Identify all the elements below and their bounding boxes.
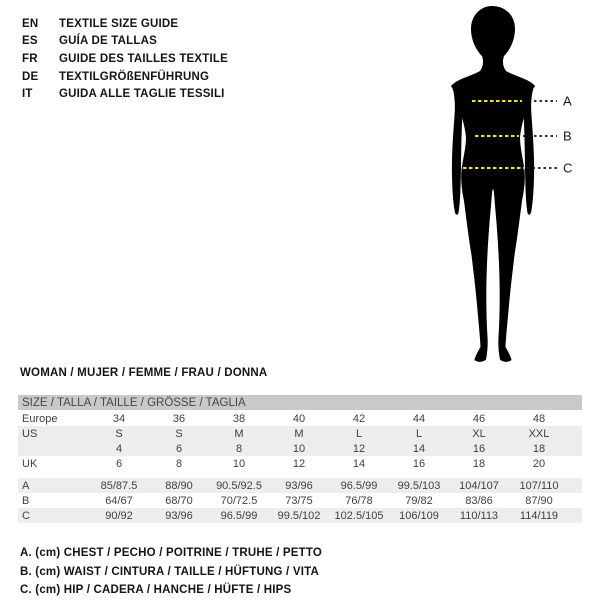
size-cell: 10 bbox=[232, 457, 246, 470]
language-row-es bbox=[22, 33, 228, 51]
table-row bbox=[18, 411, 582, 426]
row-label: US bbox=[22, 427, 38, 440]
table-row bbox=[18, 426, 582, 441]
language-label: TEXTILGRÖßENFÜHRUNG bbox=[59, 70, 210, 83]
language-label: GUIDA ALLE TAGLIE TESSILI bbox=[59, 88, 225, 101]
size-cell: 99.5/102 bbox=[277, 509, 321, 522]
language-code: FR bbox=[22, 52, 38, 65]
language-label: GUIDE DES TAILLES TEXTILE bbox=[59, 52, 228, 65]
size-cell: 114/119 bbox=[519, 509, 559, 522]
size-cell: 16 bbox=[412, 457, 426, 470]
size-cell: 90/92 bbox=[105, 509, 133, 522]
language-row-fr bbox=[22, 50, 228, 68]
size-cell: 88/90 bbox=[165, 479, 193, 492]
right-arm bbox=[524, 85, 535, 215]
size-cell: 18 bbox=[472, 457, 486, 470]
size-cell: 85/87.5 bbox=[100, 479, 138, 492]
table-row bbox=[18, 456, 582, 471]
language-row-it bbox=[22, 85, 228, 103]
size-cell: 8 bbox=[175, 457, 183, 470]
size-cell: L bbox=[415, 427, 423, 440]
size-cell: 40 bbox=[292, 412, 306, 425]
size-cell: 38 bbox=[232, 412, 246, 425]
language-list bbox=[22, 15, 228, 103]
size-cell: XXL bbox=[528, 427, 550, 440]
size-cell: 68/70 bbox=[165, 494, 193, 507]
language-row-de bbox=[22, 68, 228, 86]
row-label: A bbox=[22, 479, 30, 492]
language-row-en bbox=[22, 15, 228, 33]
language-label: TEXTILE SIZE GUIDE bbox=[59, 17, 179, 30]
size-table bbox=[18, 395, 582, 523]
size-cell: 18 bbox=[532, 442, 546, 455]
table-row bbox=[18, 441, 582, 456]
size-cell: 93/96 bbox=[285, 479, 313, 492]
size-cell: 48 bbox=[532, 412, 546, 425]
size-cell: 93/96 bbox=[165, 509, 193, 522]
size-cell: 110/113 bbox=[459, 509, 499, 522]
size-cell: L bbox=[355, 427, 363, 440]
size-cell: 44 bbox=[412, 412, 426, 425]
size-cell: 12 bbox=[352, 442, 366, 455]
size-cell: 106/109 bbox=[399, 509, 439, 522]
size-cell: 8 bbox=[235, 442, 243, 455]
size-cell: 6 bbox=[175, 442, 183, 455]
size-cell: 104/107 bbox=[459, 479, 499, 492]
language-code: DE bbox=[22, 70, 39, 83]
language-code: IT bbox=[22, 88, 33, 101]
size-cell: 16 bbox=[472, 442, 486, 455]
marker-letter-a: A bbox=[563, 93, 572, 109]
size-cell: 87/90 bbox=[525, 494, 553, 507]
size-cell: S bbox=[115, 427, 123, 440]
size-table-rows bbox=[18, 411, 582, 523]
size-cell: 76/78 bbox=[345, 494, 373, 507]
size-cell: XL bbox=[472, 427, 486, 440]
legend-line-waist: B. (cm) WAIST / CINTURA / TAILLE / HÜFTUNG / VITA bbox=[20, 565, 319, 578]
size-cell: 36 bbox=[172, 412, 186, 425]
row-label: Europe bbox=[22, 412, 58, 425]
size-cell: 70/72.5 bbox=[220, 494, 258, 507]
marker-letter-c: C bbox=[563, 160, 573, 176]
size-cell: S bbox=[175, 427, 183, 440]
left-arm bbox=[452, 85, 463, 215]
size-cell: 79/82 bbox=[405, 494, 433, 507]
size-cell: 34 bbox=[112, 412, 126, 425]
size-cell: 12 bbox=[292, 457, 306, 470]
language-label: GUÍA DE TALLAS bbox=[59, 35, 157, 48]
size-cell: 20 bbox=[532, 457, 546, 470]
woman-silhouette bbox=[451, 6, 535, 362]
size-cell: 96.5/99 bbox=[340, 479, 378, 492]
size-table-header bbox=[18, 395, 582, 410]
size-cell: 14 bbox=[412, 442, 426, 455]
size-cell: 14 bbox=[352, 457, 366, 470]
size-cell: M bbox=[234, 427, 244, 440]
size-cell: 46 bbox=[472, 412, 486, 425]
size-table-header-label: SIZE / TALLA / TAILLE / GRÖSSE / TAGLIA bbox=[22, 396, 246, 409]
size-cell: 96.5/99 bbox=[220, 509, 258, 522]
measurement-legend bbox=[20, 544, 322, 600]
table-row bbox=[18, 493, 582, 508]
row-label: UK bbox=[22, 457, 38, 470]
size-cell: 107/110 bbox=[519, 479, 559, 492]
size-cell: 64/67 bbox=[105, 494, 133, 507]
size-cell: 73/75 bbox=[285, 494, 313, 507]
language-code: EN bbox=[22, 17, 39, 30]
size-cell: 6 bbox=[115, 457, 123, 470]
size-cell: 83/86 bbox=[465, 494, 493, 507]
marker-letter-b: B bbox=[563, 128, 572, 144]
row-label: B bbox=[22, 494, 30, 507]
legend-line-hip: C. (cm) HIP / CADERA / HANCHE / HÜFTE / HIPS bbox=[20, 584, 292, 597]
size-cell: 102.5/105 bbox=[334, 509, 384, 522]
size-cell: 4 bbox=[115, 442, 123, 455]
size-cell: M bbox=[294, 427, 304, 440]
size-cell: 90.5/92.5 bbox=[216, 479, 262, 492]
table-row bbox=[18, 508, 582, 523]
size-cell: 10 bbox=[292, 442, 306, 455]
section-title-woman: WOMAN / MUJER / FEMME / FRAU / DONNA bbox=[20, 367, 268, 379]
woman-silhouette-figure bbox=[440, 0, 600, 380]
language-code: ES bbox=[22, 35, 38, 48]
table-row bbox=[18, 478, 582, 493]
legend-line-chest: A. (cm) CHEST / PECHO / POITRINE / TRUHE / PETTO bbox=[20, 547, 323, 559]
size-cell: 99.5/103 bbox=[397, 479, 441, 492]
row-label: C bbox=[22, 509, 30, 522]
size-cell: 42 bbox=[352, 412, 366, 425]
